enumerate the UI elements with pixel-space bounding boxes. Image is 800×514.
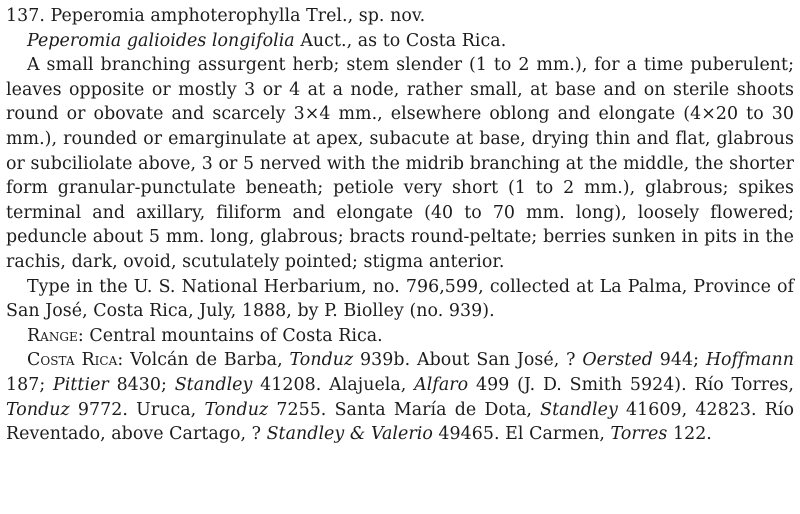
range-text: Central mountains of Costa Rica.	[89, 325, 383, 346]
collector-name: Torres	[610, 424, 668, 445]
collector-name: Hoffmann	[705, 350, 794, 371]
specimens-label: Costa Rica	[27, 350, 118, 371]
description-paragraph: A small branching assurgent herb; stem slender (1 to 2 mm.), for a time puberulent; leaves opposite or mostly 3 or 4 at a node, rather small, at base and on sterile shoots round or obovate and scarcely 3×4 mm., elsewhere oblong and elongate (4×20 to 30 mm.), rounded or emarginulate at apex, subacute at base, drying thin and flat, glabrous or subciliolate above, 3 or 5 nerved with the midrib branching at the middle, the shorter form granular-punctulate beneath; petiole very short (1 to 2 mm.), glabrous; spikes terminal and axillary, filiform and elongate (40 to 70 mm. long), loosely flowered; peduncle about 5 mm. long, glabrous; bracts round-peltate; berries sunken in pits in the rachis, dark, ovoid, scutulately pointed; stigma anterior.	[6, 55, 794, 272]
range-paragraph	[6, 324, 794, 349]
specimens-text: 49465. El Carmen,	[432, 424, 611, 445]
specimens-text: 8430;	[108, 374, 175, 395]
specimens-text: 7255. Santa María de Dota,	[268, 399, 541, 420]
range-label: Range:	[27, 325, 84, 346]
collector-name: Tonduz	[6, 399, 70, 420]
species-name: Peperomia amphoterophylla	[50, 6, 301, 26]
specimens-text: 944;	[652, 350, 706, 371]
collector-name: Oersted	[582, 350, 653, 371]
specimens-text: 939b. About San José, ?	[353, 350, 583, 371]
type-paragraph: Type in the U. S. National Herbarium, no. 796,599, collected at La Palma, Province of San José, Costa Rica, July, 1888, by P. Biolley (no. 939).	[6, 276, 794, 322]
collector-name: Pittier	[53, 374, 109, 395]
collector-name: Tonduz	[289, 350, 354, 371]
specimens-text: 122.	[667, 424, 712, 445]
synonym-name: Peperomia galioides longifolia	[27, 30, 295, 51]
synonym-note: Auct., as to Costa Rica.	[300, 30, 507, 51]
specimens-text: 41609, 42823. Río Reventado, above Cartago, ?	[6, 399, 794, 445]
species-author: Trel., sp. nov.	[306, 6, 426, 26]
species-number: 137.	[6, 6, 45, 26]
specimens-paragraph	[6, 348, 794, 446]
specimens-text: : Volcán de Barba,	[117, 350, 290, 371]
collector-name: Standley & Valerio	[266, 424, 433, 445]
collector-name: Tonduz	[204, 399, 269, 420]
collector-name: Standley	[540, 399, 618, 420]
collector-name: Alfaro	[414, 374, 469, 395]
specimens-text: 9772. Uruca,	[69, 399, 205, 420]
specimens-text: 187;	[6, 374, 54, 395]
synonym-line	[6, 29, 794, 54]
specimens-text: 499 (J. D. Smith 5924). Río Torres,	[468, 374, 794, 395]
species-heading	[6, 4, 794, 29]
specimens-text: 41208. Alajuela,	[252, 374, 415, 395]
collector-name: Standley	[174, 374, 253, 395]
